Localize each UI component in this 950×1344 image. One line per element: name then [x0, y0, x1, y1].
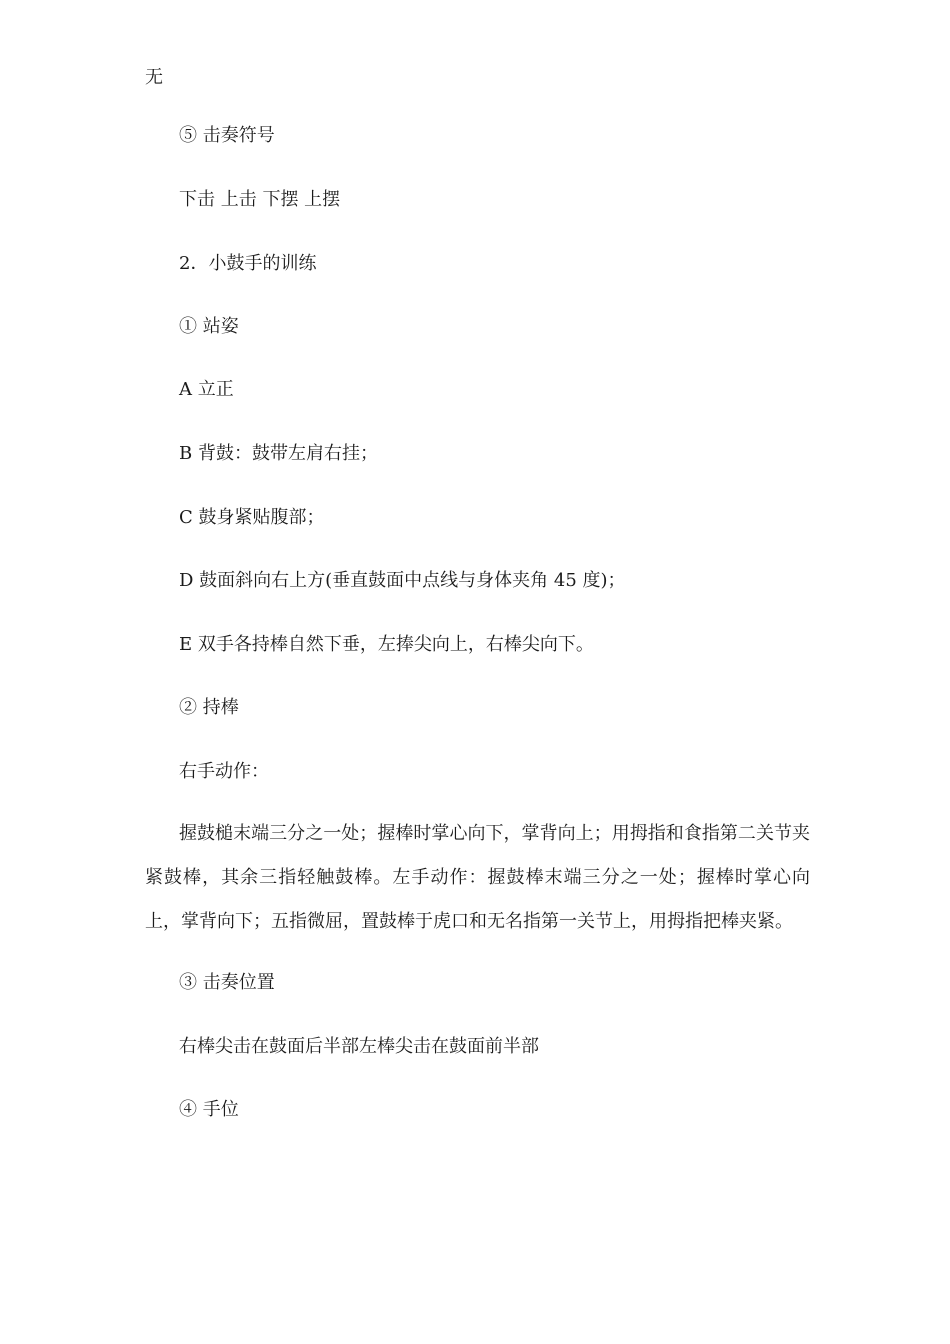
subheading-holding-sticks: ② 持棒	[179, 697, 239, 718]
stance-item-e: E 双手各持棒自然下垂，左捧尖向上，右棒尖向下。	[179, 634, 594, 655]
continuation-text: 无	[145, 67, 163, 88]
stick-grip-paragraph: 握鼓槌末端三分之一处；握棒时掌心向下，掌背向上；用拇指和食指第二关节夹紧鼓棒，其余三指轻触鼓棒。左手动作：握鼓棒末端三分之一处；握棒时掌心向上，掌背向下；五指微屈，置鼓棒于虎口和无名指第一关节上，用拇指把棒夹紧。	[145, 823, 810, 932]
stance-item-b: B 背鼓：鼓带左肩右挂；	[179, 443, 378, 464]
subheading-stance: ① 站姿	[179, 316, 239, 337]
strike-types-text: 下击 上击 下摆 上摆	[179, 189, 341, 210]
stance-item-d: D 鼓面斜向右上方(垂直鼓面中点线与身体夹角 45 度)；	[179, 570, 626, 591]
strike-position-text: 右棒尖击在鼓面后半部左棒尖击在鼓面前半部	[179, 1036, 539, 1057]
right-hand-label: 右手动作：	[179, 761, 269, 782]
stance-item-c: C 鼓身紧贴腹部；	[179, 507, 325, 528]
stance-item-a: A 立正	[179, 379, 234, 400]
subheading-hand-position: ④ 手位	[179, 1099, 239, 1120]
section-heading-strike-symbols: ⑤ 击奏符号	[179, 125, 275, 146]
subheading-strike-position: ③ 击奏位置	[179, 972, 275, 993]
section-heading-training: 2．小鼓手的训练	[179, 253, 317, 274]
